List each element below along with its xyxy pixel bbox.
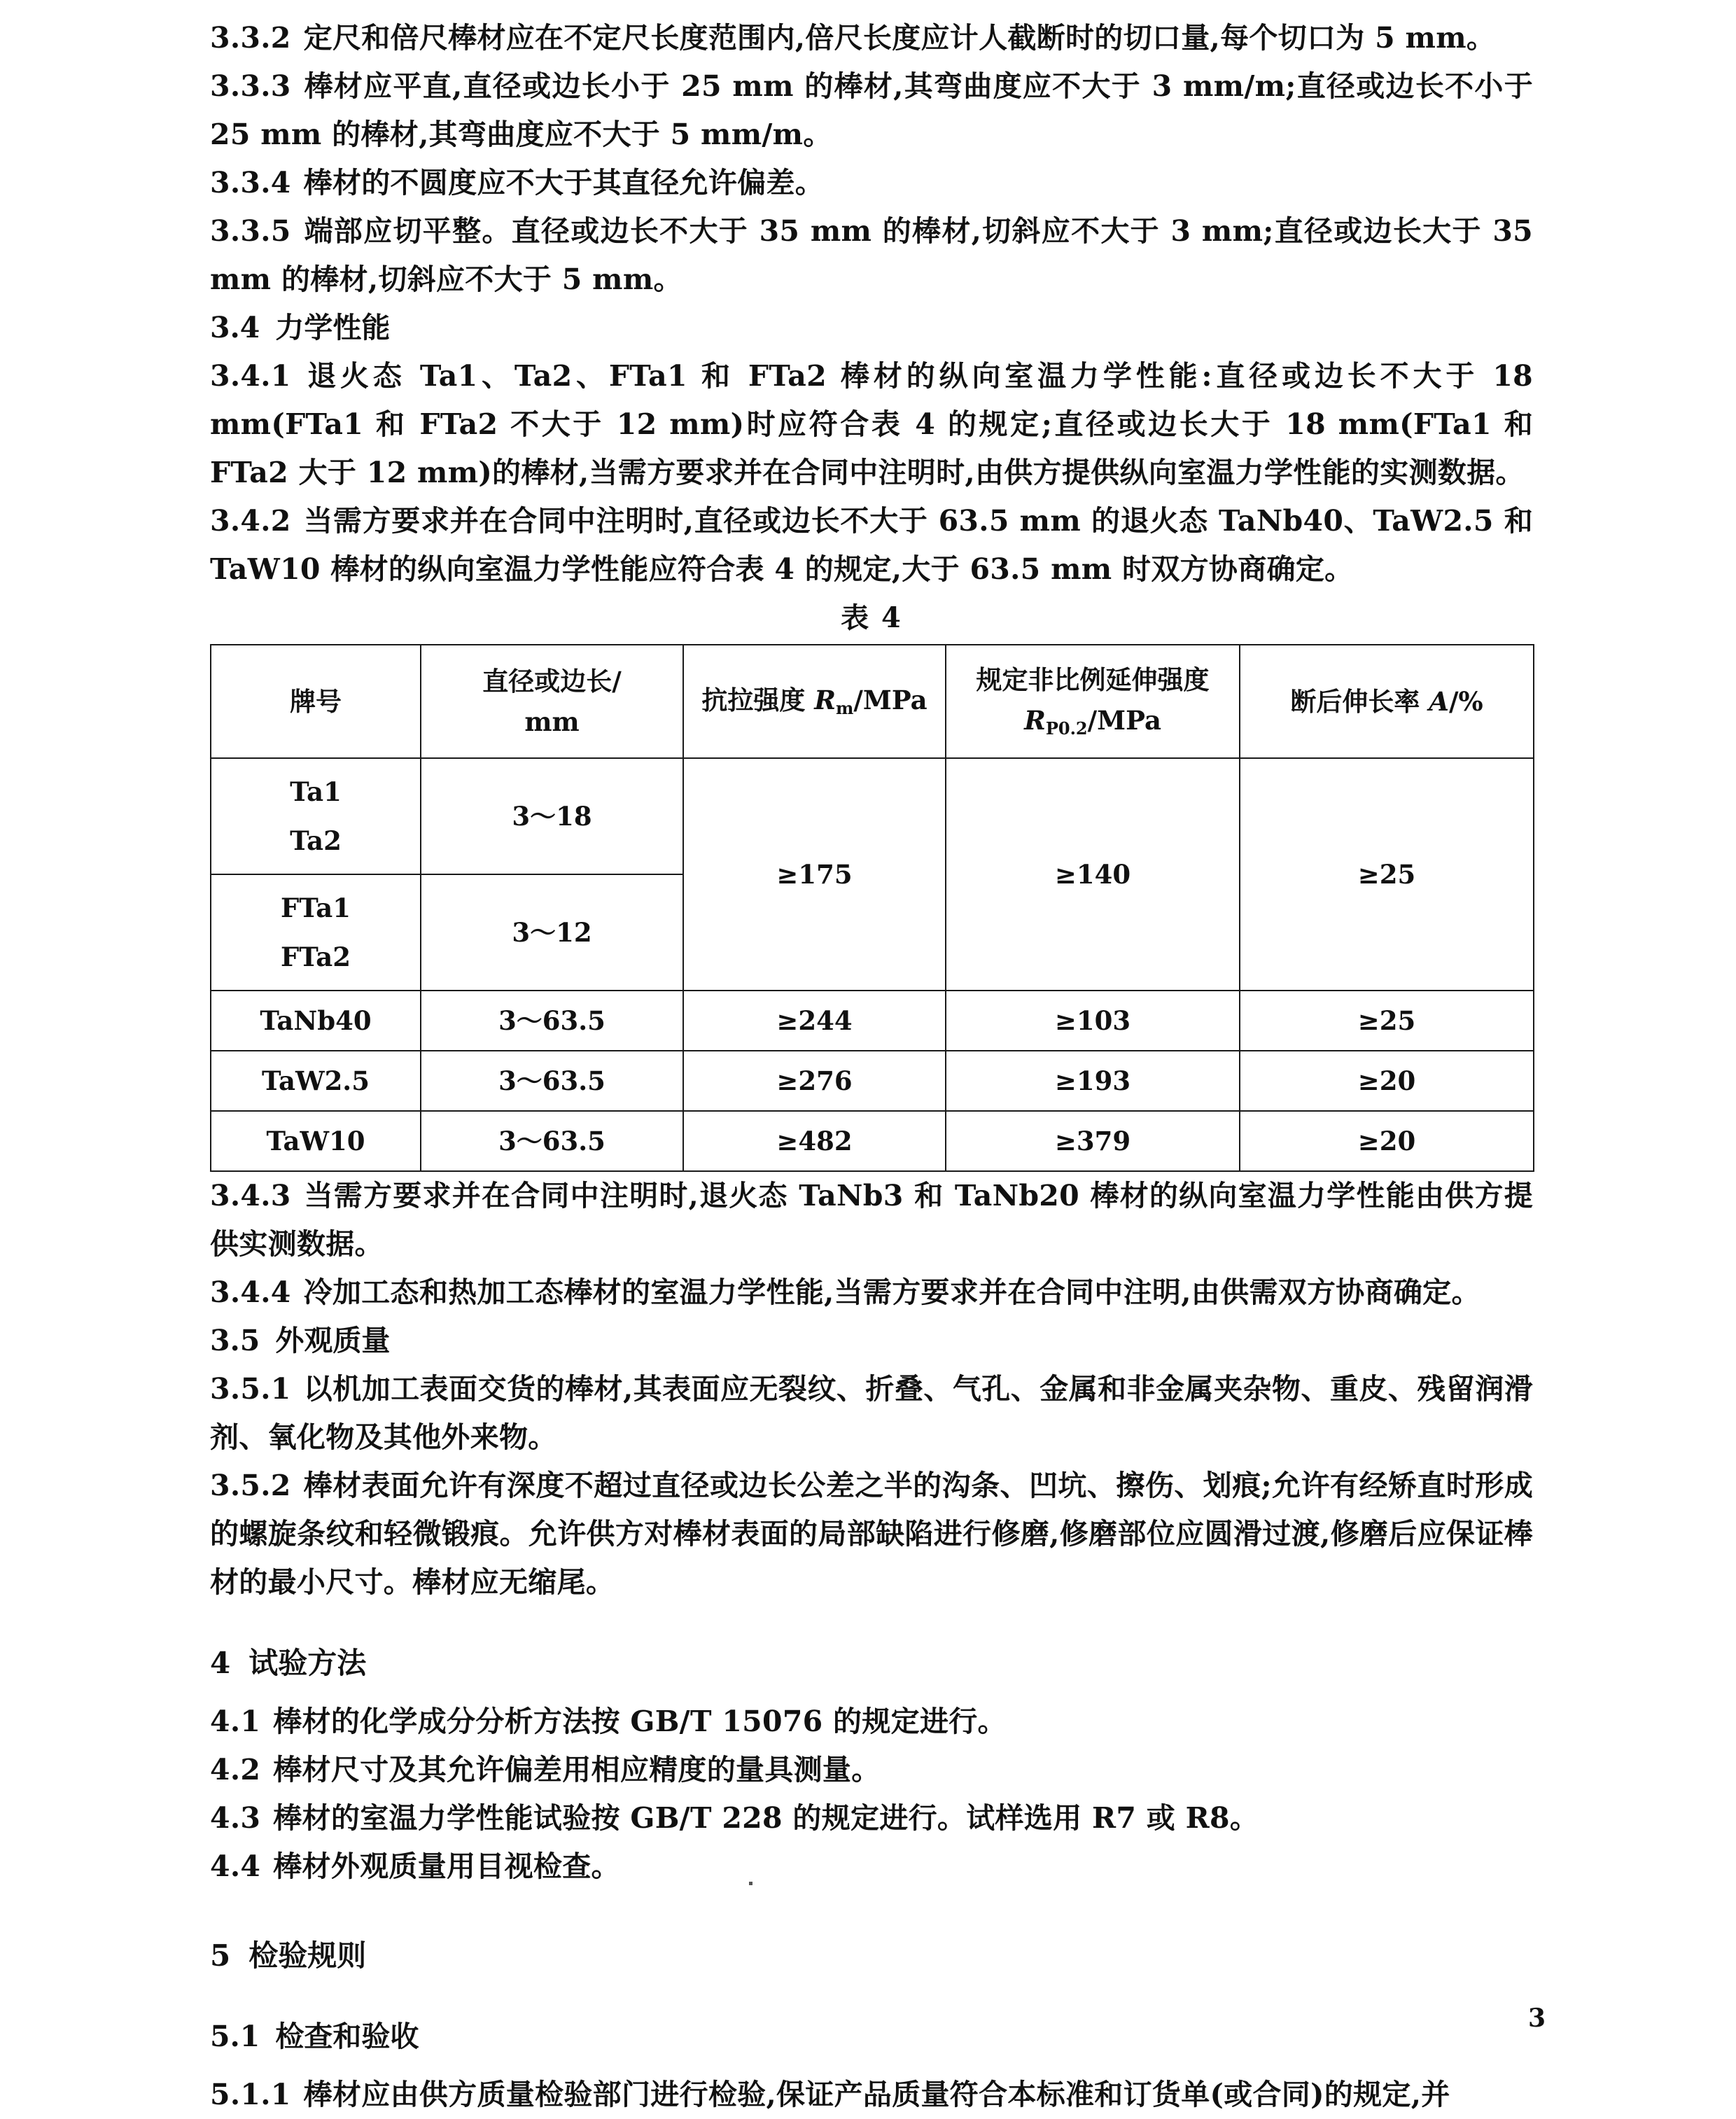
header-elongation xyxy=(1240,645,1534,758)
clause-5-1-1 xyxy=(210,2071,1533,2119)
clause-number: 3.4.1 xyxy=(210,359,291,393)
cell-elongation: ≥20 xyxy=(1240,1051,1534,1111)
cell-elongation: ≥25 xyxy=(1240,991,1534,1051)
cell-elongation: ≥25 xyxy=(1240,758,1534,991)
clause-text: 棒材的化学成分分析方法按 GB/T 15076 的规定进行。 xyxy=(273,1705,1007,1738)
heading-text: 外观质量 xyxy=(275,1324,391,1357)
clause-text: 棒材应平直,直径或边长小于 25 mm 的棒材,其弯曲度应不大于 3 mm/m;直径或边长不小于 25 mm 的棒材,其弯曲度应不大于 5 mm/m。 xyxy=(210,69,1533,151)
cell-diameter: 3～63.5 xyxy=(421,1051,683,1111)
header-elong-prefix: 断后伸长率 xyxy=(1290,686,1429,717)
heading-3-5 xyxy=(210,1317,1533,1365)
header-proof-suffix: /MPa xyxy=(1087,704,1161,736)
header-diameter-line1: 直径或边长/ xyxy=(482,666,622,697)
clause-text: 棒材的不圆度应不大于其直径允许偏差。 xyxy=(303,166,825,200)
clause-number: 3.3.4 xyxy=(210,166,291,200)
header-tensile-sub: m xyxy=(835,697,854,718)
cell-proof: ≥193 xyxy=(946,1051,1240,1111)
clause-number: 3.3.2 xyxy=(210,21,291,55)
grade-line2: FTa2 xyxy=(281,942,351,972)
clause-4-4 xyxy=(210,1842,1533,1891)
clause-number: 5.1.1 xyxy=(210,2078,291,2111)
heading-4 xyxy=(210,1639,1533,1688)
heading-number: 3.5 xyxy=(210,1324,260,1357)
cell-tensile: ≥482 xyxy=(683,1111,946,1171)
clause-text: 棒材尺寸及其允许偏差用相应精度的量具测量。 xyxy=(273,1753,881,1786)
clause-number: 4.2 xyxy=(210,1753,261,1786)
spacer xyxy=(210,1607,1533,1639)
heading-text: 试验方法 xyxy=(248,1646,367,1680)
cell-tensile: ≥244 xyxy=(683,991,946,1051)
spacer xyxy=(210,1891,1533,1931)
clause-3-5-2 xyxy=(210,1462,1533,1607)
header-elong-suffix: /% xyxy=(1448,686,1483,717)
grade-line2: Ta2 xyxy=(290,825,342,856)
clause-number: 4.1 xyxy=(210,1705,261,1738)
clause-text: 端部应切平整。直径或边长不大于 35 mm 的棒材,切斜应不大于 3 mm;直径或边长大于 35 mm 的棒材,切斜应不大于 5 mm。 xyxy=(210,214,1533,296)
table-4-mechanical-properties xyxy=(210,644,1534,1172)
heading-text: 检查和验收 xyxy=(275,2020,419,2053)
table-header-row xyxy=(211,645,1534,758)
header-tensile-suffix: /MPa xyxy=(853,684,927,715)
cell-diameter: 3～12 xyxy=(421,874,683,991)
clause-number: 3.5.2 xyxy=(210,1469,291,1502)
clause-3-3-3 xyxy=(210,62,1533,159)
clause-text: 棒材外观质量用目视检查。 xyxy=(273,1849,620,1883)
header-proof-line2 xyxy=(949,700,1236,744)
heading-5-1 xyxy=(210,2013,1533,2061)
clause-text: 定尺和倍尺棒材应在不定尺长度范围内,倍尺长度应计人截断时的切口量,每个切口为 5 mm。 xyxy=(303,21,1496,55)
clause-3-4-2 xyxy=(210,497,1533,594)
clause-number: 4.4 xyxy=(210,1849,261,1883)
clause-4-2 xyxy=(210,1746,1533,1794)
clause-text: 棒材表面允许有深度不超过直径或边长公差之半的沟条、凹坑、擦伤、划痕;允许有经矫直时形成的螺旋条纹和轻微锻痕。允许供方对棒材表面的局部缺陷进行修磨,修磨部位应圆滑过渡,修磨后应保证棒材的最小尺寸。棒材应无缩尾。 xyxy=(210,1469,1533,1599)
header-elong-symbol: A xyxy=(1429,686,1449,717)
cell-tensile: ≥175 xyxy=(683,758,946,991)
cell-proof: ≥140 xyxy=(946,758,1240,991)
cell-proof: ≥379 xyxy=(946,1111,1240,1171)
clause-number: 3.4.3 xyxy=(210,1179,291,1212)
grade-line1: FTa1 xyxy=(281,893,351,923)
spacer xyxy=(210,1980,1533,2013)
cell-diameter: 3～63.5 xyxy=(421,1111,683,1171)
clause-text: 冷加工态和热加工态棒材的室温力学性能,当需方要求并在合同中注明,由供需双方协商确定。 xyxy=(303,1275,1480,1309)
header-tensile-symbol: R xyxy=(814,684,836,715)
heading-text: 检验规则 xyxy=(248,1938,367,1973)
table-row xyxy=(211,1051,1534,1111)
table-row xyxy=(211,758,1534,874)
header-proof-symbol: R xyxy=(1024,704,1046,736)
heading-number: 5.1 xyxy=(210,2020,260,2053)
cell-grade xyxy=(211,874,421,991)
scan-artifact-dot xyxy=(749,1882,752,1885)
header-proof-sub: P0.2 xyxy=(1045,718,1088,739)
cell-grade: TaW10 xyxy=(211,1111,421,1171)
clause-number: 3.4.4 xyxy=(210,1275,291,1309)
table-row xyxy=(211,991,1534,1051)
clause-number: 3.5.1 xyxy=(210,1372,291,1406)
cell-elongation: ≥20 xyxy=(1240,1111,1534,1171)
clause-4-1 xyxy=(210,1698,1533,1746)
cell-grade: TaW2.5 xyxy=(211,1051,421,1111)
table-caption: 表 4 xyxy=(841,601,902,634)
clause-text: 当需方要求并在合同中注明时,退火态 TaNb3 和 TaNb20 棒材的纵向室温力学性能由供方提供实测数据。 xyxy=(210,1179,1533,1261)
cell-tensile: ≥276 xyxy=(683,1051,946,1111)
clause-3-5-1 xyxy=(210,1365,1533,1462)
cell-proof: ≥103 xyxy=(946,991,1240,1051)
heading-5 xyxy=(210,1931,1533,1980)
clause-number: 3.3.5 xyxy=(210,214,291,248)
cell-diameter: 3～63.5 xyxy=(421,991,683,1051)
table-row xyxy=(211,1111,1534,1171)
clause-number: 4.3 xyxy=(210,1801,261,1835)
clause-3-3-5 xyxy=(210,207,1533,304)
grade-line1: Ta1 xyxy=(290,776,342,807)
spacer xyxy=(210,2061,1533,2071)
clause-text: 棒材应由供方质量检验部门进行检验,保证产品质量符合本标准和订货单(或合同)的规定,并 xyxy=(303,2078,1450,2111)
header-diameter xyxy=(421,645,683,758)
cell-grade xyxy=(211,758,421,874)
clause-text: 以机加工表面交货的棒材,其表面应无裂纹、折叠、气孔、金属和非金属夹杂物、重皮、残留润滑剂、氧化物及其他外来物。 xyxy=(210,1372,1533,1454)
header-tensile-prefix: 抗拉强度 xyxy=(701,684,815,715)
clause-4-3 xyxy=(210,1794,1533,1842)
header-diameter-line2: mm xyxy=(524,706,580,737)
cell-diameter: 3～18 xyxy=(421,758,683,874)
clause-text: 当需方要求并在合同中注明时,直径或边长不大于 63.5 mm 的退火态 TaNb40、TaW2.5 和 TaW10 棒材的纵向室温力学性能应符合表 4 的规定,大于 63.5 mm 时双方协商确定。 xyxy=(210,504,1533,586)
page-number: 3 xyxy=(1527,2003,1546,2033)
clause-3-3-2 xyxy=(210,14,1533,62)
heading-3-4 xyxy=(210,304,1533,352)
clause-3-4-1 xyxy=(210,352,1533,497)
heading-number: 5 xyxy=(210,1938,231,1973)
cell-grade: TaNb40 xyxy=(211,991,421,1051)
clause-3-3-4 xyxy=(210,159,1533,207)
clause-number: 3.3.3 xyxy=(210,69,291,103)
header-proof-strength xyxy=(946,645,1240,758)
header-proof-line1: 规定非比例延伸强度 xyxy=(976,664,1210,695)
header-tensile-strength xyxy=(683,645,946,758)
header-grade: 牌号 xyxy=(211,645,421,758)
heading-number: 3.4 xyxy=(210,311,260,344)
spacer xyxy=(210,1688,1533,1698)
clause-text: 棒材的室温力学性能试验按 GB/T 228 的规定进行。试样选用 R7 或 R8。 xyxy=(273,1801,1259,1835)
clause-text: 退火态 Ta1、Ta2、FTa1 和 FTa2 棒材的纵向室温力学性能:直径或边长不大于 18 mm(FTa1 和 FTa2 不大于 12 mm)时应符合表 4 的规定;直径或边长大于 18 mm(FTa1 和 FTa2 大于 12 mm)的棒材,当需方要求并在合同中注明时,由供方提供纵向室温力学性能的实测数据。 xyxy=(210,359,1533,489)
clause-3-4-3 xyxy=(210,1172,1533,1268)
heading-text: 力学性能 xyxy=(275,311,391,344)
clause-3-4-4 xyxy=(210,1268,1533,1317)
clause-number: 3.4.2 xyxy=(210,504,291,538)
page-content xyxy=(210,14,1533,2119)
heading-number: 4 xyxy=(210,1646,231,1680)
